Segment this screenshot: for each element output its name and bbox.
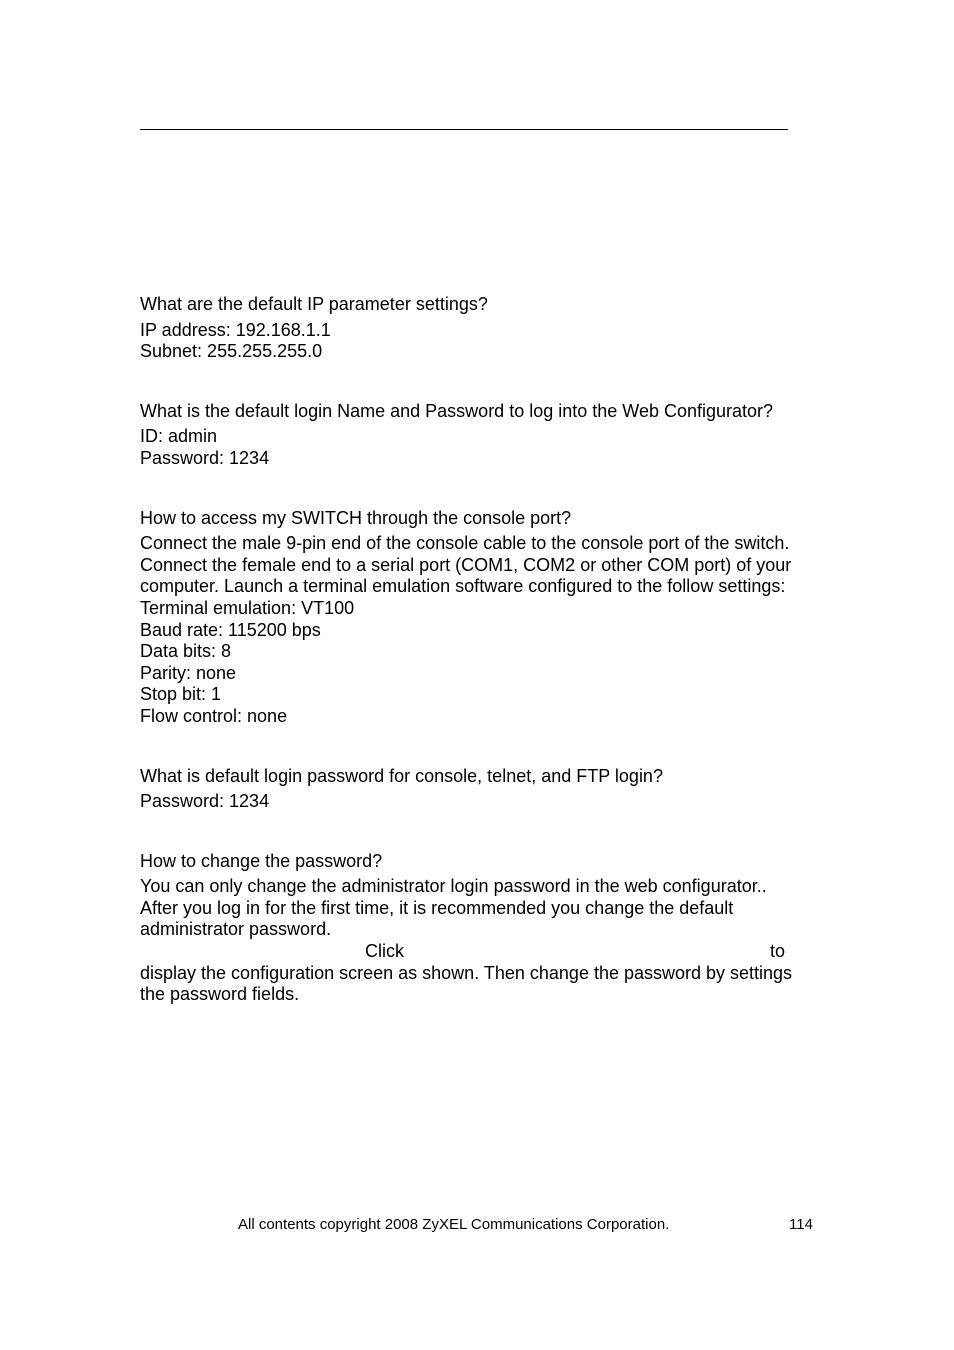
answer-line: administrator password.: [140, 919, 332, 940]
header-rule: [140, 129, 788, 130]
faq-default-ip: [140, 294, 820, 363]
click-word: Click: [365, 941, 404, 962]
faq-answer: [140, 876, 820, 1006]
answer-line: Stop bit: 1: [140, 684, 222, 705]
faq-answer: [140, 791, 820, 813]
answer-line: display the configuration screen as shown. Then change the password by settings: [140, 962, 793, 983]
answer-line: Flow control: none: [140, 705, 288, 726]
footer-copyright: All contents copyright 2008 ZyXEL Communications Corporation.: [238, 1216, 670, 1233]
faq-question: What is default login password for console, telnet, and FTP login?: [140, 765, 663, 786]
click-instruction-line: [140, 941, 814, 963]
answer-line: Terminal emulation: VT100: [140, 597, 355, 618]
faq-console-password: [140, 766, 820, 813]
answer-line: Password: 1234: [140, 791, 270, 812]
answer-line: You can only change the administrator login password in the web configurator..: [140, 876, 767, 897]
answer-line: Connect the male 9-pin end of the console cable to the console port of the switch.: [140, 533, 790, 554]
to-word: to: [770, 941, 786, 962]
answer-line: Data bits: 8: [140, 641, 232, 662]
answer-line: ID: admin: [140, 426, 218, 447]
faq-question: How to access my SWITCH through the console port?: [140, 507, 572, 528]
faq-default-web-login: [140, 401, 820, 470]
answer-line: Password: 1234: [140, 447, 270, 468]
page-number: 114: [789, 1216, 813, 1233]
faq-question: What are the default IP parameter settings?: [140, 294, 488, 314]
answer-line: After you log in for the first time, it is recommended you change the default: [140, 897, 734, 918]
answer-line: IP address: 192.168.1.1: [140, 319, 331, 340]
answer-line: Subnet: 255.255.255.0: [140, 341, 323, 362]
faq-answer: [140, 426, 820, 469]
faq-answer: [140, 320, 820, 363]
faq-content: [140, 294, 820, 1044]
faq-console-access: [140, 508, 820, 728]
faq-change-password: [140, 851, 820, 1006]
answer-line: computer. Launch a terminal emulation software configured to the follow settings:: [140, 576, 786, 597]
answer-line: Baud rate: 115200 bps: [140, 619, 321, 640]
faq-answer: [140, 533, 820, 727]
answer-line: Parity: none: [140, 662, 237, 683]
answer-line: the password fields.: [140, 984, 300, 1005]
faq-question: What is the default login Name and Password to log into the Web Configurator?: [140, 400, 774, 421]
answer-line: Connect the female end to a serial port (COM1, COM2 or other COM port) of your: [140, 554, 792, 575]
faq-question: How to change the password?: [140, 850, 383, 871]
